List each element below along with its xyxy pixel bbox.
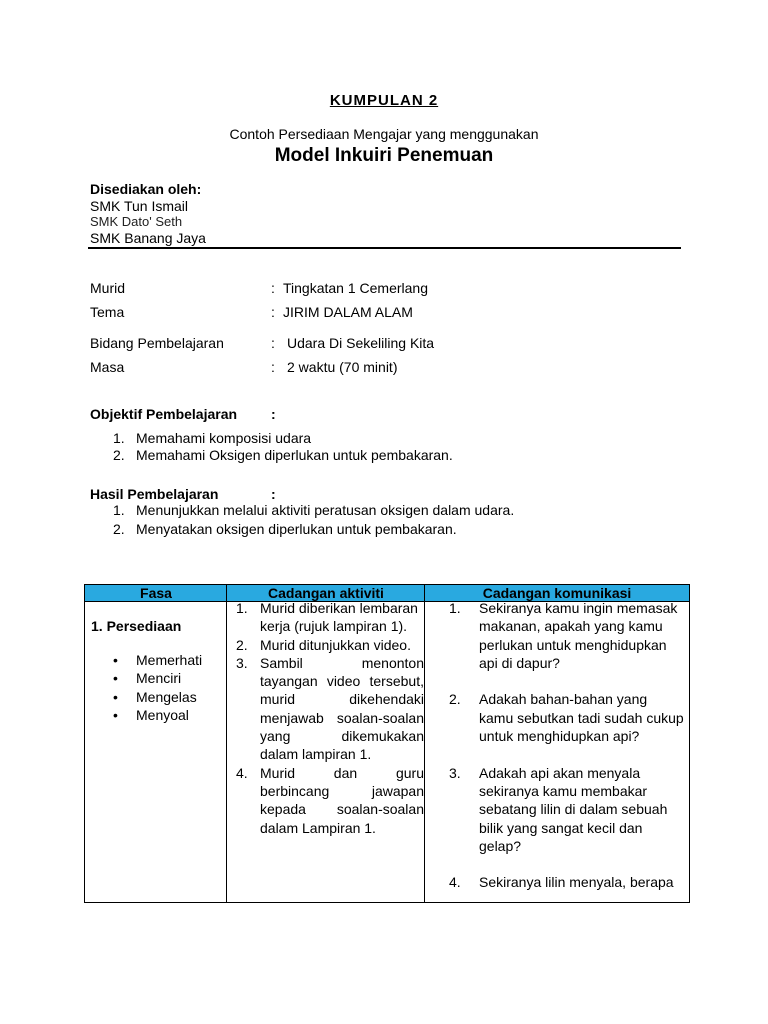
school-name: SMK Banang Jaya [90,230,206,246]
objective-item: Memahami komposisi udara [136,430,312,446]
phase-title: 1. Persediaan [91,618,182,634]
list-item [109,688,202,706]
header-aktiviti: Cadangan aktiviti [268,585,384,601]
skill-label: Menciri [136,670,182,687]
question-item [449,873,679,891]
activity-line: Sambil menonton [260,654,424,671]
column-divider [424,585,425,902]
list-number: 4. [236,764,248,781]
activity-line: Murid ditunjukkan video. [260,636,411,653]
info-value-bidang: Udara Di Sekeliling Kita [287,335,435,351]
activity-list [236,599,424,837]
school-name: SMK Tun Ismail [90,198,189,214]
activity-line: dalam Lampiran 1. [260,819,376,836]
bullet-icon: • [113,670,118,687]
bullet-icon: • [113,706,118,723]
activity-line: murid dikehendaki [260,691,424,708]
prepared-by-label: Disediakan oleh: [90,181,202,197]
info-value-masa: 2 waktu (70 minit) [287,359,398,375]
activity-line: berbincang jawapan [260,782,424,799]
activity-line: Murid dan guru [260,764,424,781]
question-line: Sekiranya lilin menyala, berapa [479,874,674,891]
list-number: 1. [113,502,125,518]
list-number: 2. [236,636,248,653]
activity-line: tayangan video tersebut, [260,673,424,690]
question-line: gelap? [479,837,522,854]
list-number: 2. [113,521,125,537]
activity-line: menjawab soalan-soalan [260,709,424,726]
list-number: 3. [236,654,248,671]
header-komunikasi: Cadangan komunikasi [482,585,632,601]
list-number: 1. [113,430,125,446]
question-line: Adakah bahan-bahan yang [479,691,648,708]
list-item [109,706,202,724]
outcome-item: Menunjukkan melalui aktiviti peratusan oksigen dalam udara. [136,502,515,518]
list-number: 1. [236,600,248,616]
activity-line: Murid diberikan lembaran [260,600,418,616]
lesson-table [84,584,690,903]
activity-item [236,654,424,764]
list-item [109,651,202,669]
document-subtitle: Contoh Persediaan Mengajar yang menggunakan [229,126,539,142]
objective-item: Memahami Oksigen diperlukan untuk pembakaran. [136,447,453,463]
section-colon: : [271,486,276,502]
question-line: kamu sebutkan tadi sudah cukup [479,709,684,726]
list-number: 4. [449,874,461,891]
list-number: 2. [113,447,125,463]
list-number: 1. [449,600,461,616]
question-line: sekiranya kamu membakar [479,782,648,799]
activity-line: dalam lampiran 1. [260,746,372,763]
skill-label: Memerhati [136,652,203,668]
question-line: api di dapur? [479,654,560,671]
question-line: untuk menghidupkan api? [479,728,640,745]
outcome-item: Menyatakan oksigen diperlukan untuk pembakaran. [136,521,457,537]
activity-item [236,636,424,654]
info-label-murid: Murid [90,280,126,296]
skill-label: Menyoal [136,706,189,723]
section-colon: : [271,406,276,422]
column-divider [226,585,227,902]
question-line: bilik yang sangat kecil dan [479,819,643,836]
question-line: Sekiranya kamu ingin memasak [479,600,678,616]
info-colon: : [271,335,275,351]
list-number: 3. [449,764,461,781]
document-title: Model Inkuiri Penemuan [274,145,494,166]
school-name: SMK Dato' Seth [90,214,183,229]
activity-item [236,764,424,837]
question-line: perlukan untuk menghidupkan [479,636,667,653]
header-fasa: Fasa [140,585,172,601]
objectives-title: Objektif Pembelajaran [90,406,238,422]
question-item [449,599,679,672]
question-item [449,690,684,745]
info-colon: : [271,304,275,320]
info-colon: : [271,280,275,296]
activity-item [236,599,424,636]
outcomes-title: Hasil Pembelajaran [90,486,219,502]
phase-skill-list [109,651,202,724]
question-line: sebatang lilin di dalam sebuah [479,801,668,818]
bullet-icon: • [113,652,118,668]
info-label-bidang: Bidang Pembelajaran [90,335,224,351]
question-item [449,764,679,855]
info-label-masa: Masa [90,359,125,375]
info-value-tema: JIRIM DALAM ALAM [283,304,413,320]
activity-line: kerja (rujuk lampiran 1). [260,618,408,635]
bullet-icon: • [113,688,118,705]
group-heading: KUMPULAN 2 [329,92,439,109]
info-label-tema: Tema [90,304,125,320]
question-line: makanan, apakah yang kamu [479,618,663,635]
divider [88,247,681,249]
info-colon: : [271,359,275,375]
activity-line: yang dikemukakan [260,728,424,745]
question-line: Adakah api akan menyala [479,764,641,781]
communication-list [449,599,684,910]
list-number: 2. [449,691,461,708]
list-item [109,669,202,687]
info-value-murid: Tingkatan 1 Cemerlang [283,280,429,296]
skill-label: Mengelas [136,688,197,705]
activity-line: kepada soalan-soalan [260,801,424,818]
